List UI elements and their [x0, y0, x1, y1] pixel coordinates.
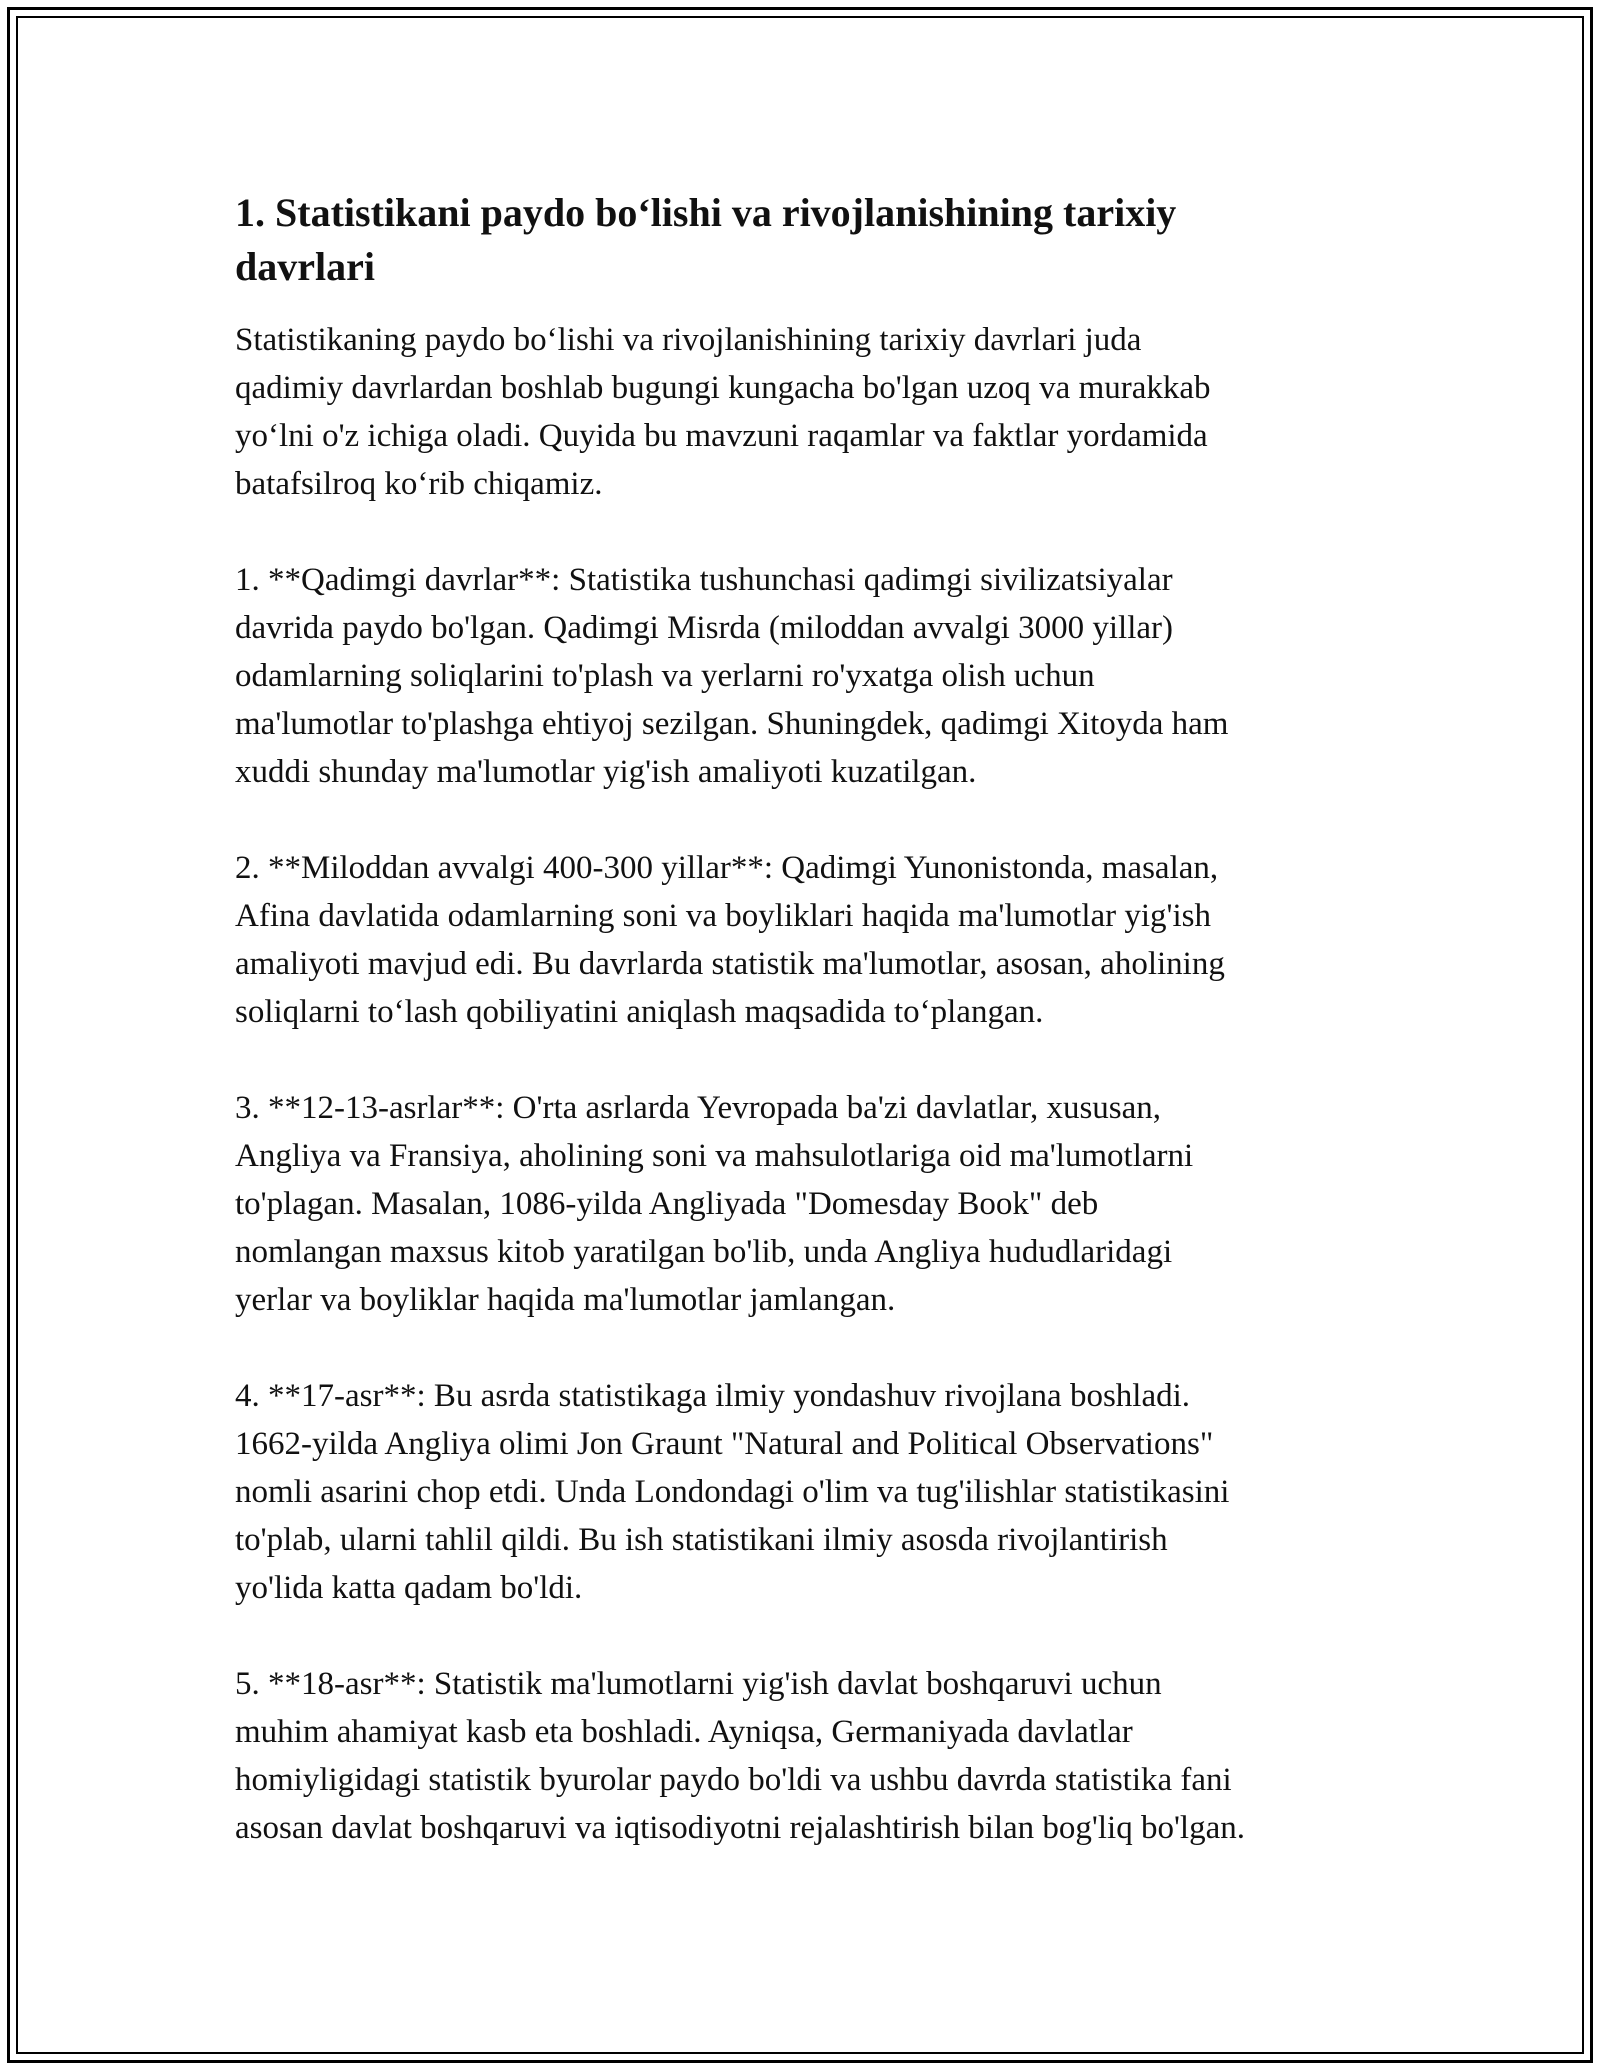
paragraph-18-century: 5. **18-asr**: Statistik ma'lumotlarni yig'ish davlat boshqaruvi uchun muhim ahamiyat kasb eta boshladi. Ayniqsa, Germaniyada davlatlar homiyligidagi statistik byurolar paydo bo'ldi va ushbu davrda statistika fani asosan davlat boshqaruvi va iqtisodiyotni rejalashtirish bilan bog'liq bo'lgan. — [235, 1666, 1245, 1846]
paragraph-400-300-bc: 2. **Miloddan avvalgi 400-300 yillar**: Qadimgi Yunonistonda, masalan, Afina davlatida odamlarning soni va boyliklari haqida ma'lumotlar yig'ish amaliyoti mavjud edi. Bu davrlarda statistik ma'lumotlar, asosan, aholining soliqlarni to‘lash qobiliyatini aniqlash maqsadida to‘plangan. — [235, 850, 1225, 1030]
intro-paragraph: Statistikaning paydo bo‘lishi va rivojlanishining tarixiy davrlari juda qadimiy davrlardan boshlab bugungi kungacha bo'lgan uzoq va murakkab yo‘lni o'z ichiga oladi. Quyida bu mavzuni raqamlar va faktlar yordamida batafsilroq ko‘rib chiqamiz. — [235, 322, 1211, 502]
paragraph-17-century: 4. **17-asr**: Bu asrda statistikaga ilmiy yondashuv rivojlana boshladi. 1662-yilda Angliya olimi Jon Graunt "Natural and Political Observations" nomli asarini chop etdi. Unda Londondagi o'lim va tug'ilishlar statistikasini to'plab, ularni tahlil qildi. Bu ish statistikani ilmiy asosda rivojlantirish yo'lida katta qadam bo'ldi. — [235, 1378, 1230, 1606]
paragraph-12-13-centuries: 3. **12-13-asrlar**: O'rta asrlarda Yevropada ba'zi davlatlar, xususan, Angliya va Fransiya, aholining soni va mahsulotlariga oid ma'lumotlarni to'plagan. Masalan, 1086-yilda Angliyada "Domesday Book" deb nomlangan maxsus kitob yaratilgan bo'lib, unda Angliya hududlaridagi yerlar va boyliklar haqida ma'lumotlar jamlangan. — [235, 1090, 1194, 1318]
document-body — [235, 186, 1385, 1900]
document-title: 1. Statistikani paydo bo‘lishi va rivojlanishining tarixiy davrlari — [235, 190, 1177, 289]
paragraph-ancient-times: 1. **Qadimgi davrlar**: Statistika tushunchasi qadimgi sivilizatsiyalar davrida paydo bo'lgan. Qadimgi Misrda (miloddan avvalgi 3000 yillar) odamlarning soliqlarini to'plash va yerlarni ro'yxatga olish uchun ma'lumotlar to'plashga ehtiyoj sezilgan. Shuningdek, qadimgi Xitoyda ham xuddi shunday ma'lumotlar yig'ish amaliyoti kuzatilgan. — [235, 562, 1229, 790]
